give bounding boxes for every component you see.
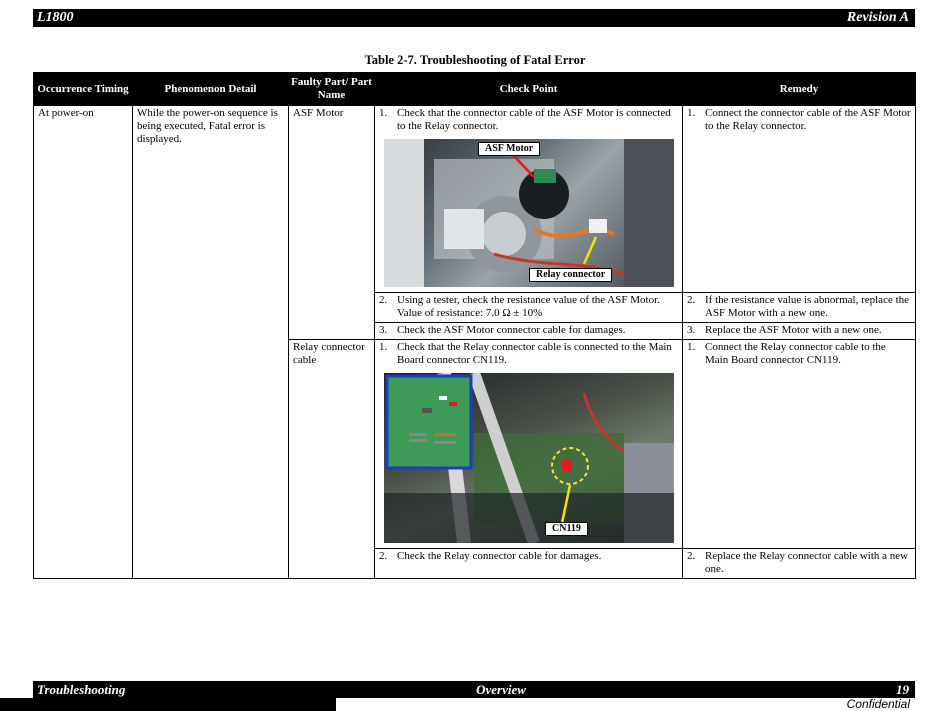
check-item: 3. Check the ASF Motor connector cable for damages. <box>379 324 626 336</box>
model-name: L1800 <box>37 10 74 25</box>
footer-chapter: Overview <box>476 682 526 697</box>
cn119-label: CN119 <box>545 522 588 536</box>
remedy-item: 2. If the resistance value is abnormal, replace the ASF Motor with a new one. <box>687 294 910 319</box>
remedy-item: 1. Connect the connector cable of the ASF Motor to the Relay connector. <box>687 107 911 132</box>
phenomenon-cell: While the power-on sequence is being executed, Fatal error is displayed. <box>133 106 289 579</box>
timing-cell: At power-on <box>34 106 133 579</box>
confidential-label: Confidential <box>846 697 910 711</box>
remedy-cell <box>683 293 916 323</box>
asf-motor-photo <box>384 139 674 287</box>
check-cell <box>375 293 683 323</box>
asf-motor-label: ASF Motor <box>478 142 540 156</box>
check-item: 1. Check that the connector cable of the ASF Motor is connected to the Relay connector. <box>379 107 671 132</box>
revision-label: Revision A <box>846 10 909 25</box>
remedy-item: 3. Replace the ASF Motor with a new one. <box>687 324 882 336</box>
footer-section: Troubleshooting <box>37 682 126 697</box>
part-cell-relay-connector-cable: Relay connector cable <box>289 340 375 579</box>
col-header-phenomenon: Phenomenon Detail <box>133 73 289 106</box>
part-cell-asf-motor: ASF Motor <box>289 106 375 340</box>
col-header-remedy: Remedy <box>683 73 916 106</box>
relay-connector-label: Relay connector <box>529 268 612 282</box>
col-header-part: Faulty Part/ Part Name <box>289 73 375 106</box>
check-cell <box>375 323 683 340</box>
remedy-item: 1. Connect the Relay connector cable to the Main Board connector CN119. <box>687 341 886 366</box>
table-caption: Table 2-7. Troubleshooting of Fatal Error <box>364 53 586 67</box>
col-header-timing: Occurrence Timing <box>34 73 133 106</box>
table-header-row <box>34 73 916 106</box>
cn119-photo <box>384 373 674 543</box>
troubleshooting-table <box>33 72 916 579</box>
remedy-cell <box>683 340 916 549</box>
check-cell <box>375 549 683 579</box>
footer-bar <box>0 698 336 711</box>
remedy-cell <box>683 323 916 340</box>
table-row <box>34 106 916 293</box>
remedy-item: 2. Replace the Relay connector cable with a new one. <box>687 550 909 575</box>
check-cell <box>375 106 683 293</box>
remedy-cell <box>683 106 916 293</box>
asf-motor-photo-drawing <box>384 139 674 287</box>
remedy-cell <box>683 549 916 579</box>
page-footer <box>33 681 915 698</box>
check-item: 2. Using a tester, check the resistance value of the ASF Motor. Value of resistance: 7.0 Ω ± 10% <box>379 294 660 319</box>
check-item: 2. Check the Relay connector cable for damages. <box>379 550 602 562</box>
check-item: 1. Check that the Relay connector cable is connected to the Main Board connector CN119. <box>379 341 672 366</box>
page-header <box>33 9 915 27</box>
col-header-check: Check Point <box>375 73 683 106</box>
cn119-photo-drawing <box>384 373 674 543</box>
check-cell <box>375 340 683 549</box>
page-number: 19 <box>896 682 909 697</box>
